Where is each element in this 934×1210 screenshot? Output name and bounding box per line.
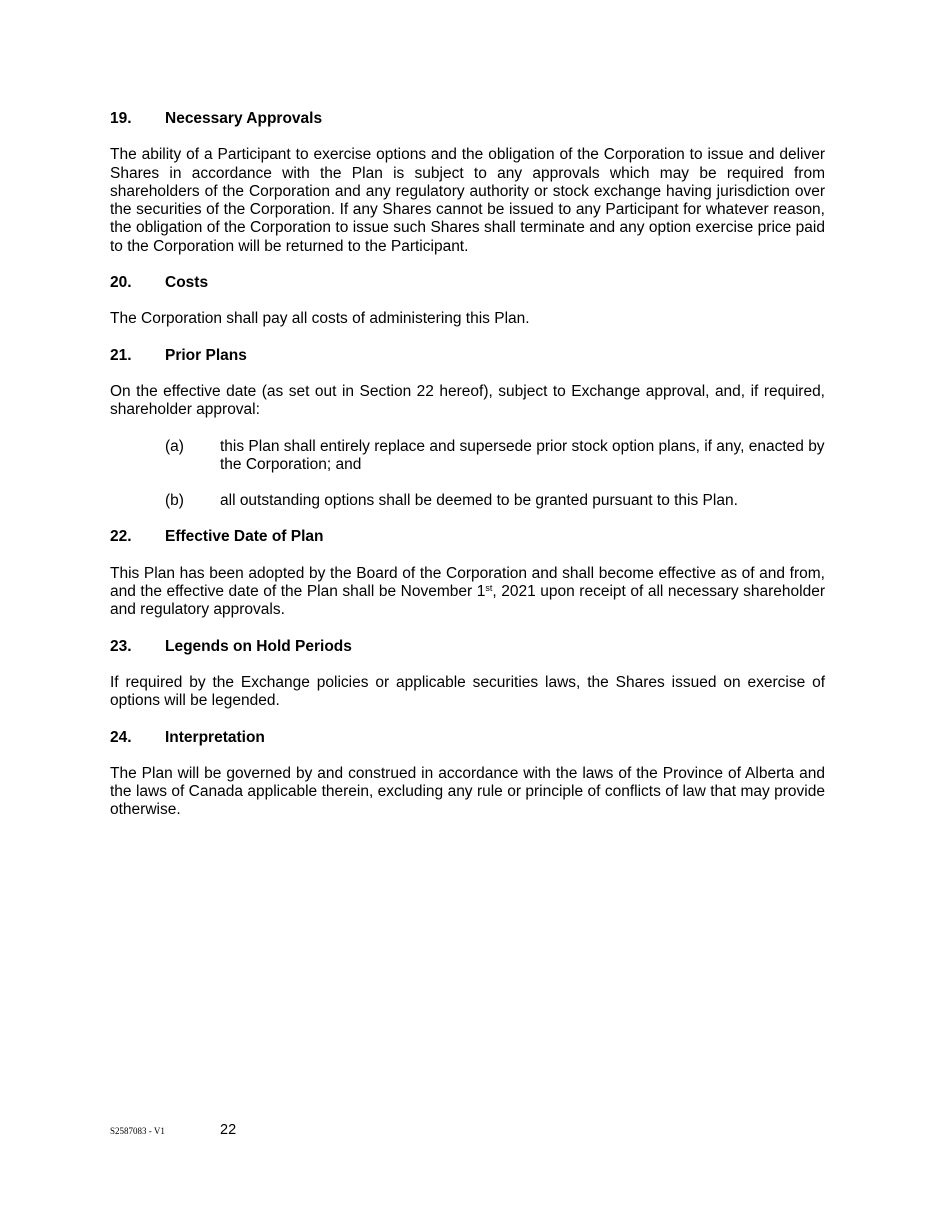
section-heading-19 — [110, 110, 825, 128]
section-body-24: The Plan will be governed by and construed in accordance with the laws of the Province of Alberta and the laws of Canada applicable therein, excluding any rule or principle of conflicts of law that may provide otherwise. — [110, 764, 825, 819]
section-heading-22 — [110, 528, 825, 546]
section-title: Necessary Approvals — [165, 110, 323, 127]
body-text-part: This Plan has been adopted by the Board of the Corporation and shall become effective as of and from, and the effective date of the Plan shall be November 1 — [110, 564, 825, 601]
section-number: 21. — [110, 346, 132, 364]
ordinal-superscript: st — [485, 583, 493, 594]
page-footer — [110, 1122, 236, 1138]
list-item — [165, 438, 825, 475]
section-body-23: If required by the Exchange policies or applicable securities laws, the Shares issued on exercise of options will be legended. — [110, 673, 825, 710]
body-text-part: , 2021 upon receipt of all necessary shareholder and regulatory approvals. — [110, 583, 825, 619]
section-heading-20 — [110, 274, 825, 292]
list-item-label: (a) — [165, 437, 184, 455]
list-item-text: all outstanding options shall be deemed to be granted pursuant to this Plan. — [220, 492, 738, 510]
section-heading-23 — [110, 638, 825, 656]
section-number: 23. — [110, 637, 132, 655]
section-title: Costs — [165, 274, 209, 292]
section-heading-21 — [110, 347, 825, 365]
page-number: 22 — [220, 1122, 237, 1138]
document-page — [110, 110, 825, 838]
section-body-22 — [110, 565, 825, 620]
document-id: S2587083 - V1 — [110, 1126, 165, 1136]
section-body-21: On the effective date (as set out in Section 22 hereof), subject to Exchange approval, and, if required, shareholder approval: — [110, 382, 825, 419]
section-heading-24 — [110, 729, 825, 747]
section-number: 24. — [110, 728, 132, 746]
list-item-label: (b) — [165, 492, 184, 510]
section-title: Interpretation — [165, 728, 265, 746]
section-body-19: The ability of a Participant to exercise options and the obligation of the Corporation to issue and deliver Shares in accordance with the Plan is subject to any approvals which may be required from shareholders of the Corporation and any regulatory authority or stock exchange having jurisdiction over the securities of the Corporation. If any Shares cannot be issued to any Participant for whatever reason, the obligation of the Corporation to issue such Shares shall terminate and any option exercise price paid to the Corporation will be returned to the Participant. — [110, 146, 825, 255]
list-item — [165, 492, 825, 510]
section-number: 19. — [110, 110, 132, 127]
section-title: Effective Date of Plan — [165, 528, 324, 546]
section-title: Legends on Hold Periods — [165, 637, 352, 655]
section-title: Prior Plans — [165, 346, 247, 364]
section-number: 22. — [110, 528, 132, 546]
list-item-text: this Plan shall entirely replace and supersede prior stock option plans, if any, enacted by the Corporation; and — [220, 437, 825, 473]
section-body-20: The Corporation shall pay all costs of administering this Plan. — [110, 310, 530, 328]
section-number: 20. — [110, 274, 132, 292]
